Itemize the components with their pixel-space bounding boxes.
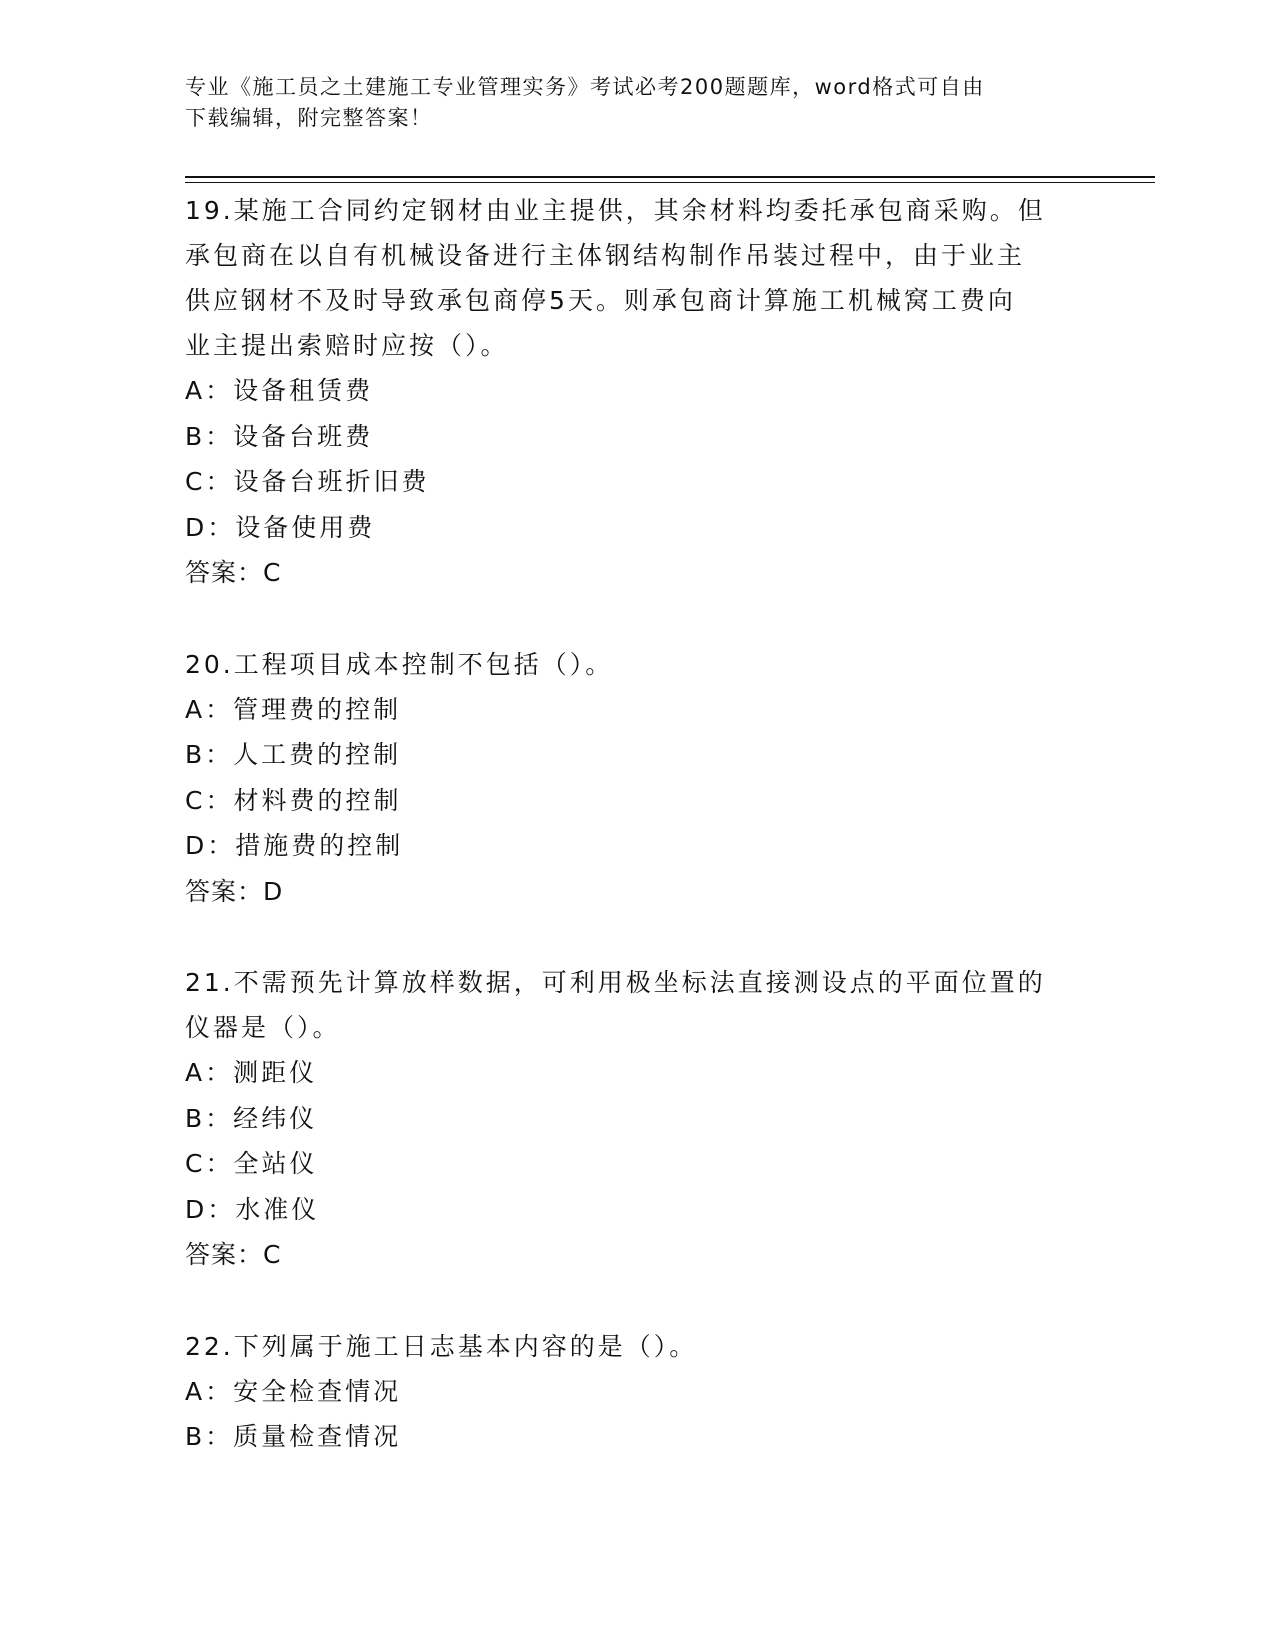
answer-line: 答案：D [185,876,284,906]
question-19 [185,188,1085,596]
answer-line: 答案：C [185,558,282,587]
option-b: B：设备台班费 [185,421,374,451]
question-stem-line: 供应钢材不及时导致承包商停5天。则承包商计算施工机械窝工费向 [185,286,1016,315]
question-stem-line: 20.工程项目成本控制不包括（）。 [185,649,614,679]
question-stem-line: 承包商在以自有机械设备进行主体钢结构制作吊装过程中，由于业主 [185,241,1026,270]
option-b: B：经纬仪 [185,1103,318,1133]
question-22 [185,1324,1085,1460]
option-b: B：质量检查情况 [185,1422,402,1451]
question-stem-line: 21.不需预先计算放样数据，可利用极坐标法直接测设点的平面位置的 [185,968,1046,997]
option-a: A：设备租赁费 [185,376,374,405]
question-20 [185,642,1085,915]
question-stem-line: 仪器是（）。 [185,1013,341,1042]
header-divider-thick [185,176,1155,178]
question-list [185,188,1085,1506]
question-stem-line: 业主提出索赔时应按（）。 [185,331,509,360]
option-d: D：措施费的控制 [185,831,404,860]
option-d: D：水准仪 [185,1194,320,1224]
option-a: A：管理费的控制 [185,694,402,724]
option-a: A：安全检查情况 [185,1376,402,1406]
option-d: D：设备使用费 [185,512,376,542]
question-stem-line: 19.某施工合同约定钢材由业主提供，其余材料均委托承包商采购。但 [185,196,1046,225]
answer-line: 答案：C [185,1240,282,1269]
option-c: C：材料费的控制 [185,785,402,815]
question-stem-line: 22.下列属于施工日志基本内容的是（）。 [185,1331,698,1361]
option-c: C：全站仪 [185,1149,318,1178]
header-divider-thin [185,182,1155,183]
option-a: A：测距仪 [185,1058,318,1087]
option-c: C：设备台班折旧费 [185,467,430,496]
question-21 [185,960,1085,1278]
document-header [185,72,1065,134]
header-line-1: 专业《施工员之土建施工专业管理实务》考试必考200题题库，word格式可自由 [185,75,985,99]
header-line-2: 下载编辑，附完整答案！ [185,106,433,130]
option-b: B：人工费的控制 [185,740,402,769]
